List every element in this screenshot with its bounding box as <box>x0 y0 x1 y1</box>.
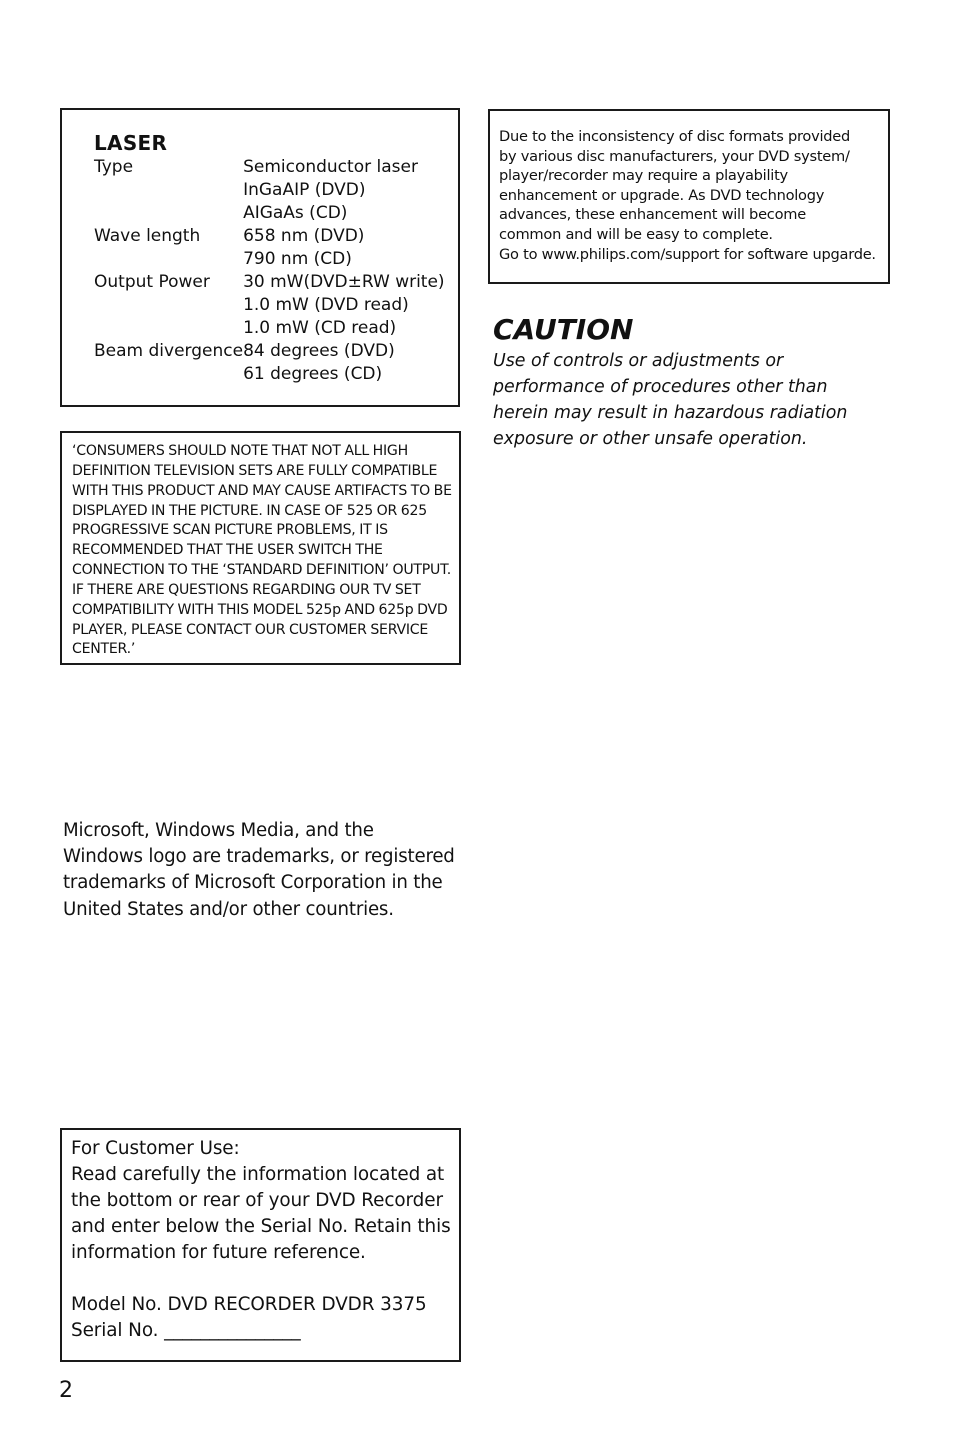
page-number: 2 <box>59 1378 73 1403</box>
serial-number-field: Serial No. _______________ <box>71 1320 301 1341</box>
disc-notice-line: enhancement or upgrade. As DVD technology <box>499 186 825 204</box>
disc-notice-line: by various disc manufacturers, your DVD system/ <box>499 147 850 165</box>
trademark-line: Microsoft, Windows Media, and the <box>63 820 374 841</box>
spec-value: 790 nm (CD) <box>243 249 352 269</box>
trademark-notice <box>63 818 463 923</box>
spacer <box>71 1266 455 1292</box>
laser-spec-box <box>60 108 460 407</box>
disc-format-notice-box <box>488 109 890 284</box>
spec-value: 30 mW(DVD±RW write) <box>243 272 445 292</box>
disc-notice-line: common and will be easy to complete. <box>499 225 773 243</box>
laser-spec-row <box>94 294 445 317</box>
customer-use-line: information for future reference. <box>71 1242 366 1263</box>
consumers-notice-box <box>60 431 461 665</box>
caution-section <box>493 312 873 452</box>
spec-value: 658 nm (DVD) <box>243 226 365 246</box>
caution-text-line: performance of procedures other than <box>493 377 828 397</box>
spec-label: Type <box>94 157 134 177</box>
spec-label <box>94 248 243 271</box>
caution-title: CAUTION <box>493 313 634 346</box>
laser-spec-row <box>94 271 445 294</box>
spec-value: 1.0 mW (CD read) <box>243 318 397 338</box>
disc-notice-line: Go to www.philips.com/support for software upgarde. <box>499 245 876 263</box>
trademark-line: trademarks of Microsoft Corporation in the <box>63 872 443 894</box>
caution-text-line: exposure or other unsafe operation. <box>493 429 808 449</box>
spec-value: Semiconductor laser <box>243 157 418 177</box>
spec-label <box>94 202 243 225</box>
spec-label: Wave length <box>94 226 201 246</box>
spec-value: 61 degrees (CD) <box>243 364 383 384</box>
spec-label <box>94 363 243 386</box>
spec-label <box>94 294 243 317</box>
spec-value: AIGaAs (CD) <box>243 203 348 223</box>
laser-spec-row <box>94 225 445 248</box>
laser-spec-row <box>94 317 445 340</box>
laser-spec-row <box>94 248 445 271</box>
customer-use-heading: For Customer Use: <box>71 1138 240 1159</box>
spec-label: Output Power <box>94 272 210 292</box>
laser-spec-row <box>94 340 445 363</box>
trademark-line: United States and/or other countries. <box>63 898 394 920</box>
disc-notice-line: player/recorder may require a playability <box>499 167 788 185</box>
laser-spec-row <box>94 202 445 225</box>
disc-notice-line: Due to the inconsistency of disc formats provided <box>499 128 851 145</box>
spec-label: Beam divergence <box>94 341 244 361</box>
consumers-notice-text: ‘CONSUMERS SHOULD NOTE THAT NOT ALL HIGH DEFINITION TELEVISION SETS ARE FULLY COMPATIBLE WITH THIS PRODUCT AND MAY CAUSE ARTIFACTS TO BE DISPLAYED IN THE PICTURE. IN CASE OF 525 OR 625 PROGRESSIVE SCAN PICTURE PROBLEMS, IT IS RECOMMENDED THAT THE USER SWITCH THE CONNECTION TO THE ‘STANDARD DEFINITION’ OUTPUT. IF THERE ARE QUESTIONS REGARDING OUR TV SET COMPATIBILITY WITH THIS MODEL 525p AND 625p DVD PLAYER, PLEASE CONTACT OUR CUSTOMER SERVICE CENTER.’ <box>72 443 452 658</box>
customer-use-line: and enter below the Serial No. Retain this <box>71 1216 451 1237</box>
laser-spec-row <box>94 363 445 386</box>
caution-text-line: Use of controls or adjustments or <box>493 351 784 371</box>
laser-spec-row <box>94 179 445 202</box>
customer-use-box <box>60 1128 461 1362</box>
caution-text-line: herein may result in hazardous radiation <box>493 403 848 423</box>
laser-spec-table <box>94 156 445 386</box>
spec-value: InGaAIP (DVD) <box>243 180 366 200</box>
spec-label <box>94 179 243 202</box>
model-number: Model No. DVD RECORDER DVDR 3375 <box>71 1294 427 1315</box>
disc-notice-line: advances, these enhancement will become <box>499 206 806 224</box>
spec-label <box>94 317 243 340</box>
spec-value: 84 degrees (DVD) <box>243 341 395 361</box>
spec-value: 1.0 mW (DVD read) <box>243 295 409 315</box>
customer-use-line: the bottom or rear of your DVD Recorder <box>71 1190 443 1211</box>
trademark-line: Windows logo are trademarks, or registered <box>63 846 455 868</box>
laser-spec-row <box>94 156 445 179</box>
customer-use-line: Read carefully the information located at <box>71 1164 445 1185</box>
laser-title: LASER <box>94 131 168 155</box>
